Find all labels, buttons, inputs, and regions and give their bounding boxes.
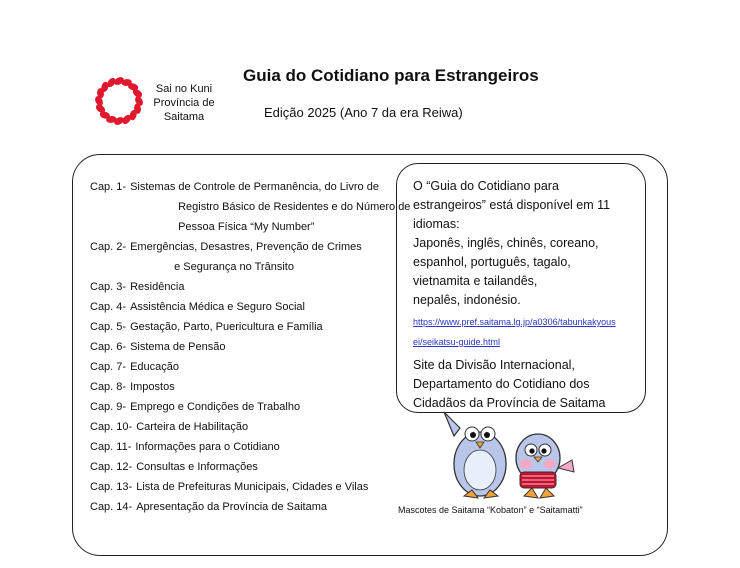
bubble-text-line: Japonês, inglês, chinês, coreano, (413, 236, 599, 250)
bubble-text-line: nepalês, indonésio. (413, 293, 521, 307)
chapter-item (90, 237, 390, 277)
mascot-caption: Mascotes de Saitama “Kobaton” e “Saitamatti” (398, 505, 583, 515)
chapter-title (126, 277, 184, 297)
chapter-list (90, 177, 411, 517)
guide-link[interactable] (413, 317, 616, 347)
chapter-title-line: Impostos (130, 381, 175, 393)
saitamatti-mascot (516, 434, 574, 498)
chapter-item (90, 177, 411, 237)
chapter-title (126, 377, 175, 397)
chapter-title (126, 297, 305, 317)
chapter-number: Cap. 12- (90, 461, 133, 473)
guide-link-part: https://www.pref.saitama.lg.jp/a0306/tabunkakyous (413, 317, 616, 327)
chapter-title-line: Lista de Prefeituras Municipais, Cidades e Vilas (136, 481, 369, 493)
chapter-title-line: Sistema de Pensão (130, 341, 226, 353)
chapter-title (132, 477, 368, 497)
chapter-title-line: Pessoa Física “My Number” (178, 221, 315, 233)
chapter-number: Cap. 6- (90, 341, 127, 353)
org-name (148, 82, 220, 124)
chapter-item (90, 277, 390, 297)
chapter-title-line: Registro Básico de Residentes e do Número de (178, 201, 411, 213)
chapter-number: Cap. 11- (90, 441, 132, 453)
chapter-title-line: Gestação, Parto, Puericultura e Família (130, 321, 323, 333)
chapter-number: Cap. 14- (90, 501, 133, 513)
bubble-text-line: idiomas: (413, 217, 460, 231)
org-line: Sai no Kuni (155, 83, 213, 95)
chapter-title-line: Residência (130, 281, 185, 293)
chapter-title (126, 237, 362, 277)
chapter-number: Cap. 1- (90, 181, 127, 193)
chapter-item (90, 337, 390, 357)
saitama-logo-icon (90, 72, 148, 130)
chapter-title-line: Consultas e Informações (136, 461, 258, 473)
chapter-title-line: Emergências, Desastres, Prevenção de Crimes (130, 241, 362, 253)
chapter-title-line: Sistemas de Controle de Permanência, do Livro de (130, 181, 379, 193)
chapter-number: Cap. 2- (90, 241, 127, 253)
chapter-title-line: Informações para o Cotidiano (135, 441, 280, 453)
chapter-item (90, 317, 390, 337)
chapter-number: Cap. 5- (90, 321, 127, 333)
chapter-title (132, 457, 258, 477)
chapter-number: Cap. 9- (90, 401, 127, 413)
chapter-title (126, 357, 179, 377)
org-line: Província de (153, 97, 215, 109)
chapter-number: Cap. 7- (90, 361, 127, 373)
chapter-item (90, 297, 390, 317)
languages-info (413, 177, 635, 310)
chapter-title-line: Emprego e Condições de Trabalho (130, 401, 301, 413)
site-info (413, 356, 635, 413)
chapter-item (90, 397, 390, 417)
chapter-item (90, 477, 390, 497)
info-bubble (396, 163, 646, 413)
chapter-title-line: Apresentação da Província de Saitama (136, 501, 327, 513)
chapter-item (90, 497, 390, 517)
chapter-title (131, 437, 279, 457)
chapter-item (90, 437, 390, 457)
bubble-text-line: O “Guia do Cotidiano para (413, 179, 559, 193)
chapter-number: Cap. 4- (90, 301, 127, 313)
chapter-title-line: Educação (130, 361, 180, 373)
chapter-number: Cap. 13- (90, 481, 133, 493)
chapter-title (126, 337, 225, 357)
bubble-text-line: vietnamita e tailandês, (413, 274, 538, 288)
guide-link-part: ei/seikatsu-guide.html (413, 337, 501, 347)
bubble-text-line: Cidadãos da Província de Saitama (413, 396, 606, 410)
kobaton-mascot (444, 412, 506, 498)
chapter-number: Cap. 8- (90, 381, 127, 393)
chapter-title (126, 397, 300, 417)
chapter-item (90, 377, 390, 397)
chapter-title-line: Carteira de Habilitação (136, 421, 249, 433)
bubble-text-line: espanhol, português, tagalo, (413, 255, 571, 269)
chapter-number: Cap. 10- (90, 421, 133, 433)
chapter-title (126, 317, 323, 337)
edition-label: Edição 2025 (Ano 7 da era Reiwa) (264, 105, 463, 120)
chapter-number: Cap. 3- (90, 281, 127, 293)
org-line: Saitama (163, 111, 205, 123)
chapter-item (90, 417, 390, 437)
chapter-title (132, 417, 248, 437)
bubble-text-line: Site da Divisão Internacional, (413, 358, 575, 372)
chapter-title (126, 177, 410, 237)
bubble-text-line: Departamento do Cotidiano dos (413, 377, 590, 391)
chapter-item (90, 457, 390, 477)
chapter-title-line: Assistência Médica e Seguro Social (130, 301, 305, 313)
chapter-item (90, 357, 390, 377)
bubble-text-line: estrangeiros” está disponível em 11 (413, 198, 611, 212)
chapter-title-line: e Segurança no Trânsito (174, 261, 294, 273)
mascots-illustration (442, 406, 592, 502)
chapter-title (132, 497, 327, 517)
page-title: Guia do Cotidiano para Estrangeiros (243, 66, 539, 85)
